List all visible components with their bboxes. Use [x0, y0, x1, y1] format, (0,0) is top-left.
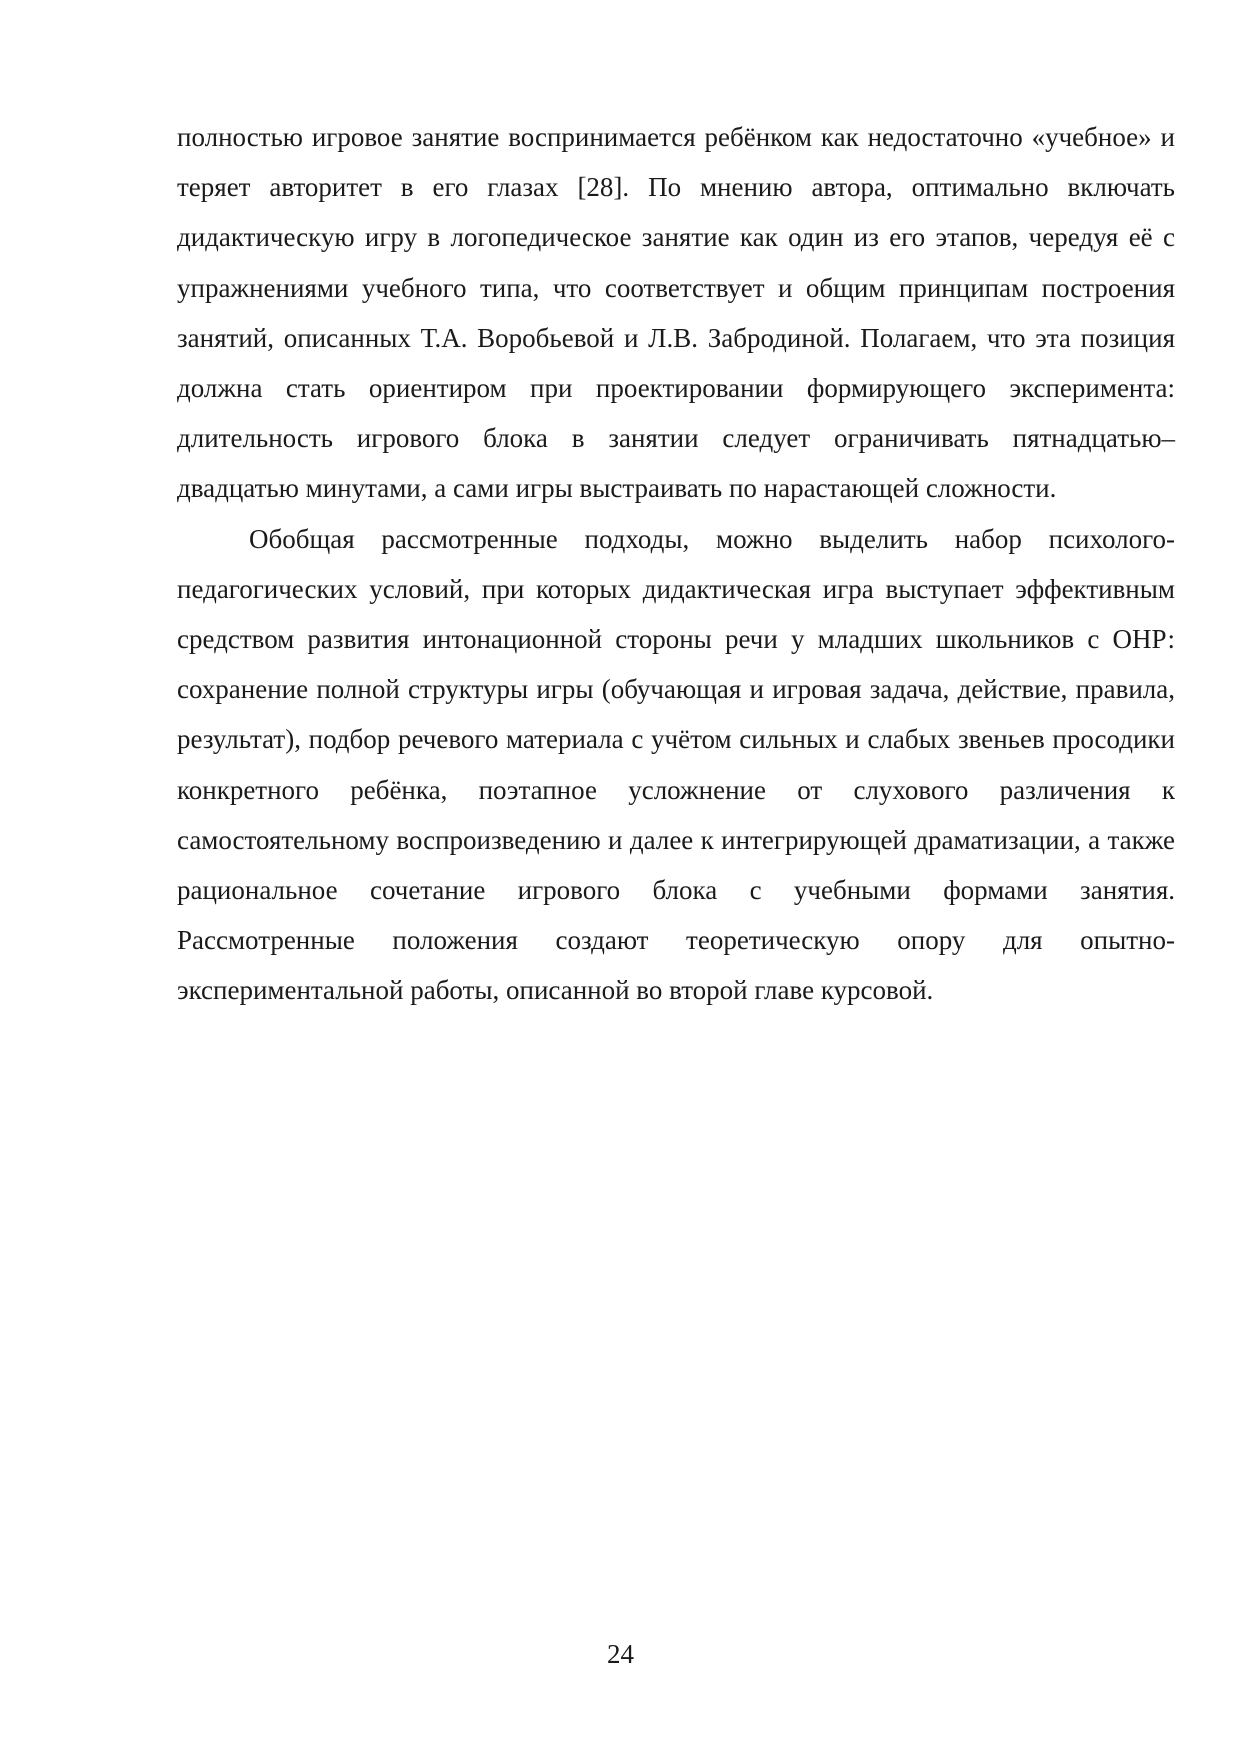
- page-number: 24: [607, 1639, 634, 1669]
- paragraph-summary: Обобщая рассмотренные подходы, можно выделить набор психолого-педагогических условий, при которых дидактическая игра выступает эффективным средством развития интонационной стороны речи у младших школьников с ОНР: сохранение полной структуры игры (обучающая и игровая задача, действие, правила, результат), подбор речевого материала с учётом сильных и слабых звеньев просодики конкретного ребёнка, поэтапное усложнение от слухового различения к самостоятельному воспроизведению и далее к интегрирующей драматизации, а также рациональное сочетание игрового блока с учебными формами занятия. Рассмотренные положения создают теоретическую опору для опытно-экспериментальной работы, описанной во второй главе курсовой.: [177, 523, 1175, 1006]
- paragraph-continuation: полностью игровое занятие воспринимается ребёнком как недостаточно «учебное» и теряет авторитет в его глазах [28]. По мнению автора, оптимально включать дидактическую игру в логопедическое занятие как один из его этапов, чередуя её с упражнениями учебного типа, что соответствует и общим принципам построения занятий, описанных Т.А. Воробьевой и Л.В. Забродиной. Полагаем, что эта позиция должна стать ориентиром при проектировании формирующего эксперимента: длительность игрового блока в занятии следует ограничивать пятнадцатью–двадцатью минутами, а сами игры выстраивать по нарастающей сложности.: [177, 122, 1175, 504]
- body-text: [177, 112, 1175, 1016]
